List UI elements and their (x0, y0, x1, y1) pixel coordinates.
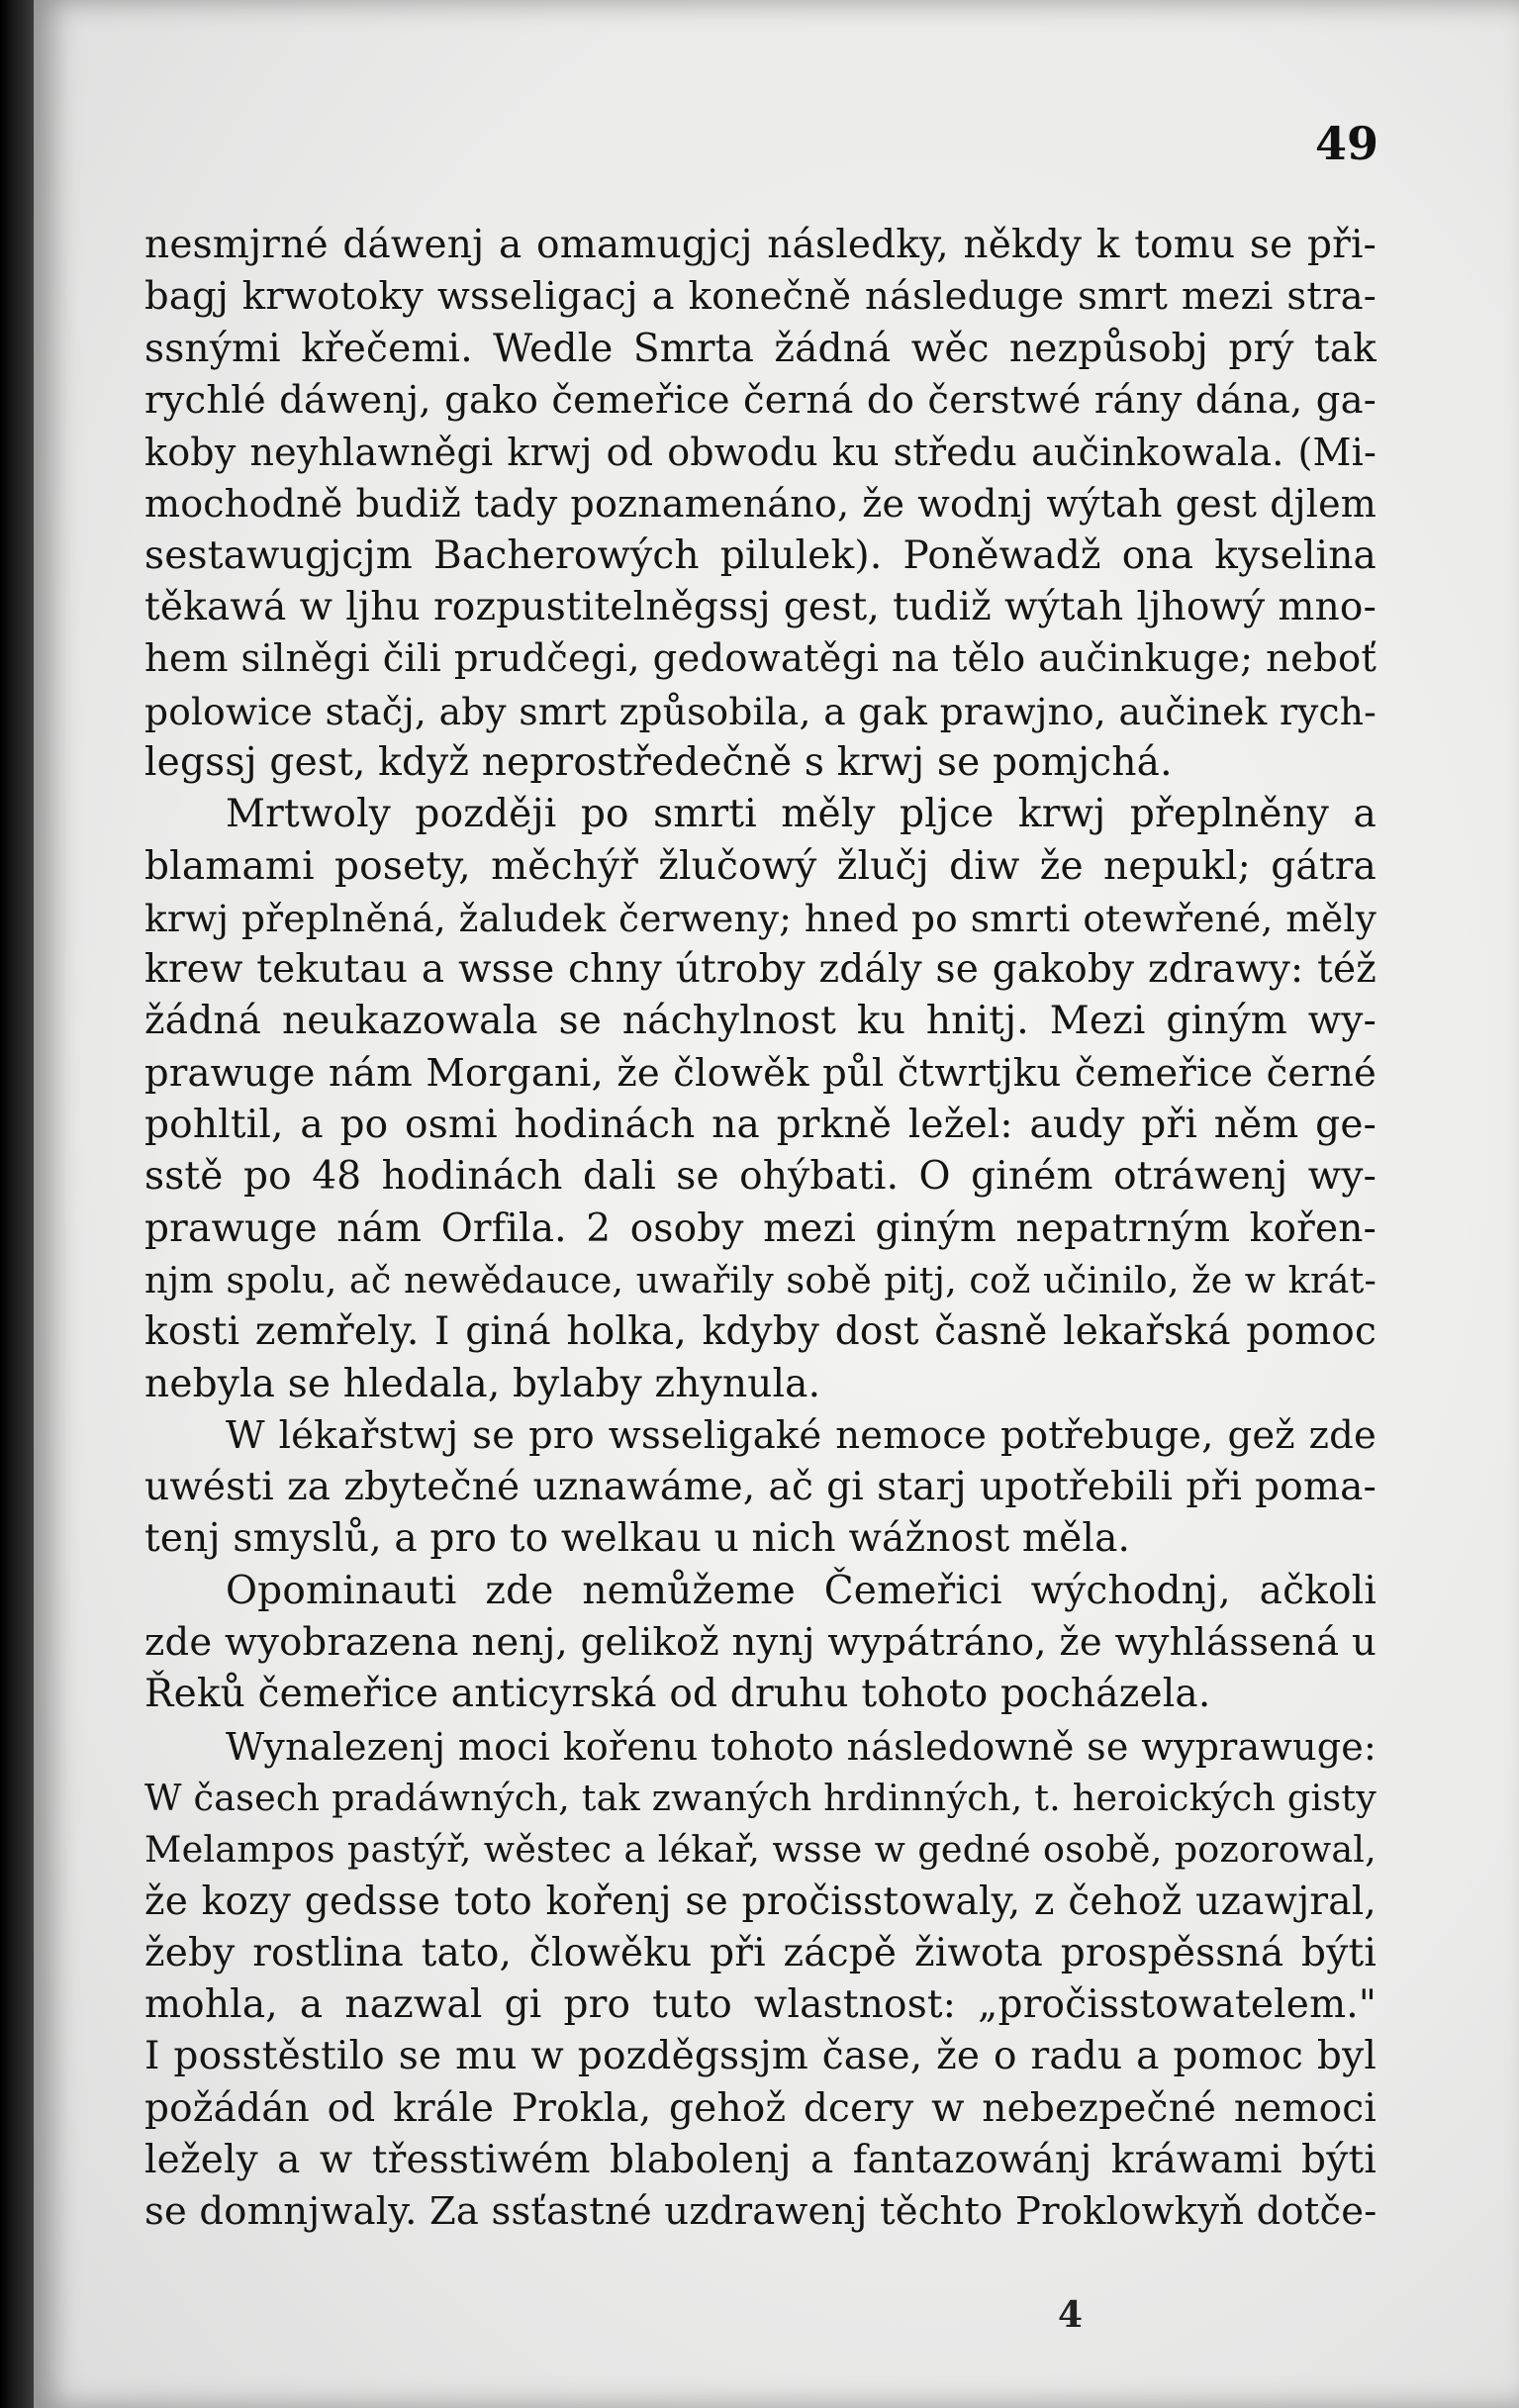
book-page (34, 0, 1519, 2408)
text-line: tenj smyslů, a pro to welkau u nich wážnost měla. (144, 1516, 1131, 1562)
text-line: že kozy gedsse toto kořenj se pročisstowaly, z čehož uzawjral, (144, 1878, 1377, 1924)
page-number: 49 (1315, 117, 1379, 170)
text-line: sstě po 48 hodinách dali se ohýbati. O giném otráwenj wy- (144, 1154, 1377, 1200)
text-line: prawuge nám Orfila. 2 osoby mezi giným nepatrným kořen- (144, 1205, 1377, 1251)
text-line: sestawugjcjm Bacherowých pilulek). Poněwadž ona kyselina (144, 532, 1377, 578)
text-line: ssnými křečemi. Wedle Smrta žádná wěc nezpůsobj prý tak (144, 326, 1377, 371)
text-line: hem silněgi čili prudčegi, gedowatěgi na tělo aučinkuge; neboť (144, 636, 1377, 682)
text-line: zde wyobrazena nenj, gelikož nynj wypátráno, že wyhlássená u (144, 1620, 1377, 1666)
text-line: nebyla se hledala, bylaby zhynula. (144, 1361, 821, 1406)
text-line: uwésti za zbytečné uznawáme, ač gi starj upotřebili při poma- (144, 1465, 1377, 1510)
text-line: Wynalezenj moci kořenu tohoto následowně se wyprawuge: (226, 1724, 1377, 1769)
text-line: njm spolu, ač newědauce, uwařily sobě pitj, což učinilo, že w krát- (144, 1258, 1377, 1301)
text-line: mochodně budiž tady poznamenáno, že wodnj wýtah gest djlem (144, 482, 1377, 527)
signature-mark: 4 (1058, 2294, 1084, 2336)
text-line: legssj gest, když neprostředečně s krwj se pomjchá. (144, 739, 1173, 785)
text-line: krew tekutau a wsse chny útroby zdály se gakoby zdrawy: též (144, 947, 1377, 993)
text-line: kosti zemřely. I giná holka, kdyby dost časně lekařská pomoc (144, 1309, 1377, 1355)
text-line: těkawá w ljhu rozpustitelněgssj gest, tudiž wýtah ljhowý mno- (144, 585, 1377, 630)
text-line: Řeků čemeřice anticyrská od druhu tohoto pocházela. (144, 1672, 1211, 1717)
text-line: Mrtwoly později po smrti měly pljce krwj přeplněny a (226, 792, 1377, 837)
paragraph (144, 1410, 1377, 1566)
paragraph (144, 1721, 1377, 2239)
text-line: ležely a w třesstiwém blabolenj a fantazowánj kráwami býti (144, 2137, 1377, 2182)
text-line: krwj přeplněná, žaludek čerweny; hned po smrti otewřené, měly (144, 896, 1377, 940)
text-line: W časech pradáwných, tak zwaných hrdinných, t. heroických gisty (144, 1776, 1377, 1819)
text-line: blamami posety, měchýř žlučowý žlučj diw že nepukl; gátra (144, 843, 1377, 889)
text-line: Melampos pastýř, wěstec a lékař, wsse w gedné osobě, pozorowal, (144, 1828, 1377, 1872)
paragraph (144, 1566, 1377, 1721)
text-line: prawuge nám Morgani, že člowěk půl čtwrtjku čemeřice černé (144, 1050, 1377, 1096)
text-line: pohltil, a po osmi hodinách na prkně ležel: audy při něm ge- (144, 1103, 1377, 1148)
text-line: žeby rostlina tato, člowěku při zácpě žiwota prospěssná býti (144, 1930, 1377, 1975)
text-line: rychlé dáwenj, gako čemeřice černá do čerstwé rány dána, ga- (144, 377, 1377, 423)
book-spine (0, 0, 34, 2408)
text-line: mohla, a nazwal gi pro tuto wlastnost: „pročisstowatelem." (144, 1982, 1377, 2028)
body-text (144, 220, 1377, 2239)
text-line: Opominauti zde nemůžeme Čemeřici wýchodnj, ačkoli (226, 1568, 1377, 1613)
text-line: žádná neukazowala se náchylnost ku hnitj. Mezi giným wy- (144, 999, 1377, 1044)
text-line: se domnjwaly. Za ssťastné uzdrawenj těchto Proklowkyň dotče- (144, 2189, 1377, 2235)
paragraph (144, 220, 1377, 789)
paragraph (144, 789, 1377, 1410)
text-line: polowice stačj, aby smrt způsobila, a gak prawjno, aučinek rych- (144, 689, 1377, 733)
text-line: nesmjrné dáwenj a omamugjcj následky, někdy k tomu se při- (144, 223, 1377, 267)
text-line: I posstěstilo se mu w pozděgssjm čase, že o radu a pomoc byl (144, 2034, 1377, 2079)
text-line: koby neyhlawněgi krwj od obwodu ku středu aučinkowala. (Mi- (144, 431, 1377, 475)
text-line: bagj krwotoky wsseligacj a konečně následuge smrt mezi stra- (144, 274, 1377, 320)
text-line: požádán od krále Prokla, gehož dcery w nebezpečné nemoci (144, 2085, 1377, 2131)
text-line: W lékařstwj se pro wsseligaké nemoce potřebuge, gež zde (226, 1412, 1377, 1458)
